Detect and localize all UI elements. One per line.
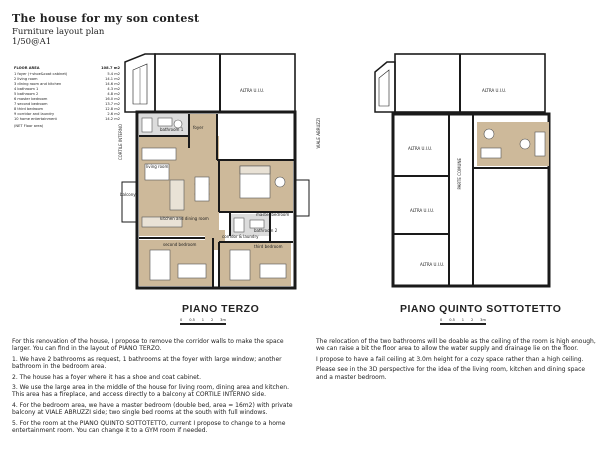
legend-note: (NET Floor area) xyxy=(14,124,44,128)
label-kitchen: kitchen and dining room xyxy=(160,216,209,221)
label-bathroom-2: bathroom 2 xyxy=(254,228,278,233)
label-parte-comune: PARTE COMUNE xyxy=(457,158,462,190)
legend-header-value: 108.7 m2 xyxy=(101,66,120,70)
scale-tick-0: 0 xyxy=(440,318,443,322)
desc-left-p2: 2. The house has a foyer where it has a shoe and coat cabinet. xyxy=(12,373,202,381)
label-viale-abruzzi: VIALE ABRUZZI xyxy=(316,118,321,149)
page-subtitle: Furniture layout plan xyxy=(12,27,105,37)
scale-tick-2: 2 xyxy=(470,318,474,322)
description-right xyxy=(316,338,596,384)
scale-tick-05: 0.5 xyxy=(449,318,455,322)
plan-title-left: PIANO TERZO xyxy=(182,303,260,315)
scalebar-left xyxy=(180,318,226,325)
label-altra-1: ALTRA U.I.U. xyxy=(408,146,433,151)
legend-row-label: 7 second bedroom xyxy=(14,102,48,106)
legend-header-label: FLOOR AREA xyxy=(14,66,40,70)
label-altra-uiu: ALTRA U.I.U. xyxy=(240,88,265,93)
legend-row-value: 13.7 m2 xyxy=(105,102,120,106)
legend-row-label: 3 dining room and kitchen xyxy=(14,82,62,86)
desc-right-p0: The relocation of the two bathrooms will be doable as the ceiling of the room is high enough, we can raise a bit the floor area to allow the water supply and drainage lie on the floor. xyxy=(316,338,596,353)
page-title: The house for my son contest xyxy=(12,12,200,25)
piano-quinto-plan xyxy=(365,52,565,292)
label-third-bedroom: third bedroom xyxy=(254,244,283,249)
scale-tick-0: 0 xyxy=(180,318,183,322)
legend-row-value: 2.6 m2 xyxy=(107,112,120,116)
stair-tower xyxy=(125,54,155,112)
label-living-room: living room xyxy=(146,164,169,169)
legend-row-label: 8 third bedroom xyxy=(14,107,44,111)
legend-row-value: 16.0 m2 xyxy=(105,97,120,101)
label-balcony: balcony xyxy=(120,192,136,197)
desc-left-p1: 1. We have 2 bathrooms as request, 1 bathrooms at the foyer with large window; another bathroom in the bedroom area. xyxy=(12,355,282,371)
legend-row-label: 1 foyer (+shoe&coat cabinet) xyxy=(14,72,68,76)
label-master-bedroom: master bedroom xyxy=(256,212,290,217)
label-second-bedroom: second bedroom xyxy=(163,242,197,247)
desc-left-p3: 3. We use the large area in the middle of the house for living room, dining area and kitchen. This area has a fireplace, and access directly to a balcony at CORTILE INTERNO side. xyxy=(12,384,289,399)
desc-right-p1: I propose to have a fail ceiling at 3.0m height for a cozy space rather than a high ceiling. xyxy=(316,355,584,363)
legend-row-value: 4.3 m2 xyxy=(107,87,120,91)
scale-tick-1: 1 xyxy=(461,318,465,322)
legend-row-label: 2 living room xyxy=(14,77,38,81)
balcony-right xyxy=(295,180,309,216)
legend-row-label: 10 home entertainment xyxy=(14,117,57,121)
piano-terzo-plan xyxy=(100,52,320,292)
plan-title-right: PIANO QUINTO SOTTOTETTO xyxy=(400,303,562,315)
legend-row-value: 12.8 m2 xyxy=(105,107,120,111)
legend-row-value: 14.2 m2 xyxy=(105,117,120,121)
scale-tick-3: 3m xyxy=(220,318,226,322)
label-corridor: corridor & laundry xyxy=(222,234,259,239)
label-altra-2: ALTRA U.I.U. xyxy=(410,208,435,213)
legend-row-value: 14.6 m2 xyxy=(105,82,120,86)
desc-left-p5: 5. For the room at the PIANO QUINTO SOTTOTETTO, current I propose to change to a home entertainment room. You can change it to a GYM room if needed. xyxy=(12,419,286,435)
label-bathroom-1: bathroom 1 xyxy=(160,127,184,132)
scalebar-right xyxy=(440,318,486,325)
legend-row-label: 5 bathroom 2 xyxy=(14,92,39,96)
other-unit-outline xyxy=(155,54,295,112)
drawing-scale: 1/50@A1 xyxy=(12,37,52,47)
desc-left-p0: For this renovation of the house, I propose to remove the corridor walls to make the space larger. You can find in the layout of PIANO TERZO. xyxy=(12,338,284,353)
label-altra-3: ALTRA U.I.U. xyxy=(420,262,445,267)
legend-row-label: 9 corridor and laundry xyxy=(14,112,55,116)
desc-left-p4: 4. For the bedroom area, we have a master bedroom (double bed, area = 16m2) with private balcony at VIALE ABRUZZI side; two single bed rooms at the south with full windows. xyxy=(12,401,293,417)
label-cortile-interno: CORTILE INTERNO xyxy=(118,124,123,161)
legend-row-label: 6 master bedroom xyxy=(14,97,48,101)
label-altra-top-right: ALTRA U.I.U. xyxy=(482,88,507,93)
stair-tower-right xyxy=(375,62,395,112)
balcony-left xyxy=(122,182,137,222)
scale-tick-05: 0.5 xyxy=(189,318,195,322)
other-unit-top xyxy=(395,54,545,112)
description-left xyxy=(12,338,302,437)
legend-row-value: 5.4 m2 xyxy=(107,72,120,76)
scale-tick-1: 1 xyxy=(201,318,205,322)
legend-row-label: 4 bathroom 1 xyxy=(14,87,39,91)
scale-tick-2: 2 xyxy=(210,318,214,322)
label-foyer: foyer xyxy=(193,125,204,130)
legend-row-value: 4.8 m2 xyxy=(107,92,120,96)
legend-row-value: 14.1 m2 xyxy=(105,77,120,81)
desc-right-p2: Please see in the 3D perspective for the idea of the living room, kitchen and dining space and a master bedroom. xyxy=(316,366,586,381)
scale-tick-3: 3m xyxy=(480,318,486,322)
